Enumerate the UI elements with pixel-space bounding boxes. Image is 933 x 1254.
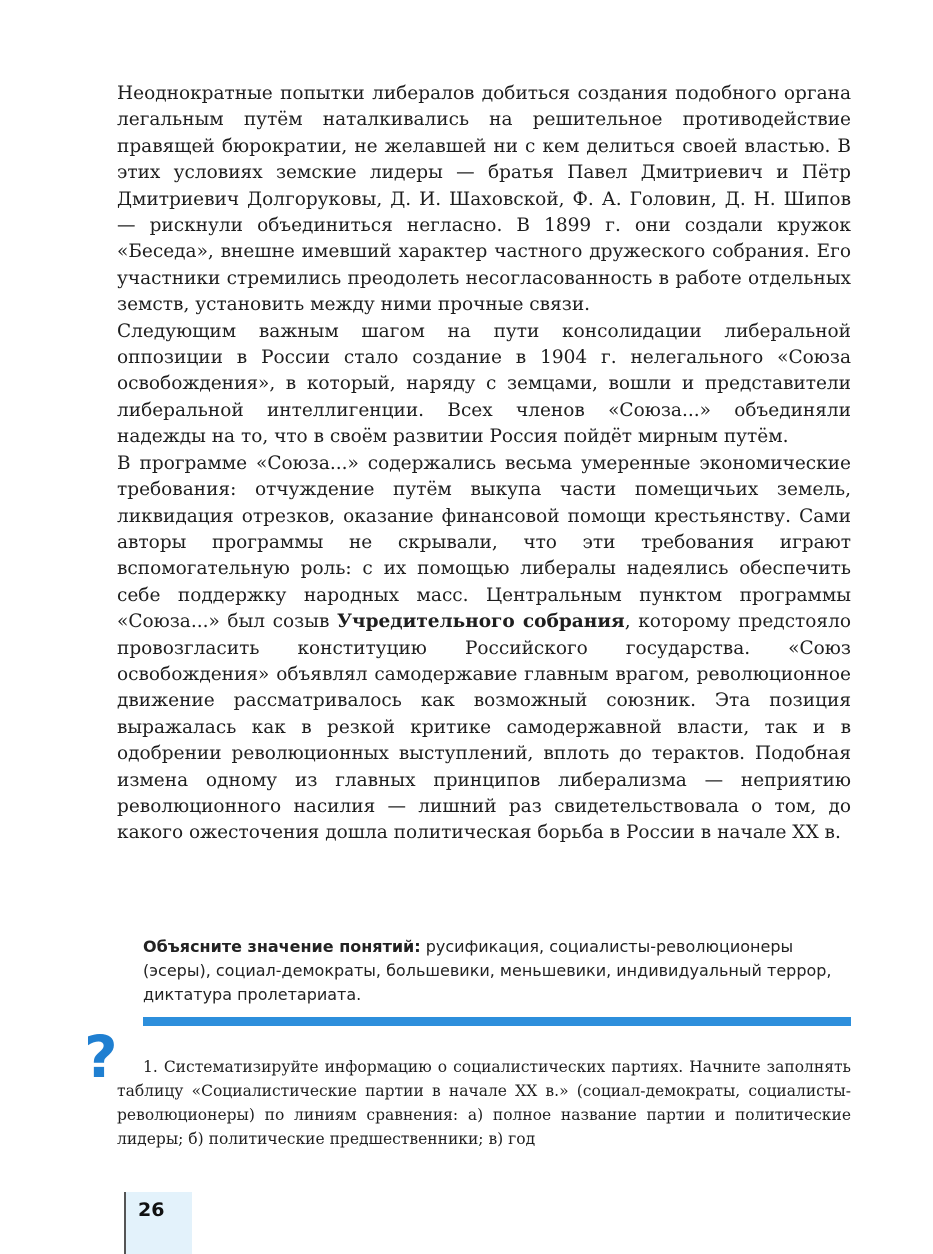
questions-block <box>117 1055 851 1151</box>
question-1: 1. Систематизируйте информацию о социалистических партиях. Начните заполнять таблицу «Социалистические партии в начале XX в.» (социал-демократы, социалисты-революционеры) по линиям сравнения: а) полное название партии и политические лидеры; б) политические предшественники; в) год <box>117 1058 851 1148</box>
key-term-constituent-assembly: Учредительного собрания <box>337 611 625 633</box>
paragraph-2: Следующим важным шагом на пути консолидации либеральной оппозиции в России стало создание в 1904 г. нелегального «Союза освобождения», в который, наряду с земцами, вошли и представители либеральной интеллигенции. Всех членов «Союза...» объединяли надежды на то, что в своём развитии Россия пойдёт мирным путём. <box>117 320 851 448</box>
terms-box <box>143 935 851 1007</box>
main-text <box>117 81 851 847</box>
section-divider <box>143 1017 851 1026</box>
terms-list: русификация, социалисты-революционеры (эсеры), социал-демократы, большевики, меньшевики, индивидуальный террор, диктатура пролетариата. <box>143 937 832 1004</box>
paragraph-3-part-1: В программе «Союза...» содержались весьма умеренные экономические требования: отчуждение путём выкупа части помещичьих земель, ликвидация отрезков, оказание финансовой помощи крестьянству. Сами авторы программы не скрывали, что эти требования играют вспомогательную роль: с их помощью либералы надеялись обеспечить себе поддержку народных масс. Центральным пунктом программы «Союза...» был созыв <box>117 452 851 633</box>
terms-lead: Объясните значение понятий: <box>143 937 421 956</box>
paragraph-3-part-2: , которому предстояло провозгласить конституцию Российского государства. «Союз освобождения» объявлял самодержавие главным врагом, революционное движение рассматривалось как возможный союзник. Эта позиция выражалась как в резкой критике самодержавной власти, так и в одобрении революционных выступлений, вплоть до терактов. Подобная измена одному из главных принципов либерализма — неприятию революционного насилия — лишний раз свидетельствовала о том, до какого ожесточения дошла политическая борьба в России в начале XX в. <box>117 611 851 844</box>
question-mark-icon: ? <box>84 1023 118 1091</box>
page-number: 26 <box>138 1199 165 1221</box>
paragraph-1: Неоднократные попытки либералов добиться создания подобного органа легальным путём наталкивались на решительное противодействие правящей бюрократии, не желавшей ни с кем делиться своей властью. В этих условиях земские лидеры — братья Павел Дмитриевич и Пётр Дмитриевич Долгоруковы, Д. И. Шаховской, Ф. А. Головин, Д. Н. Шипов — рискнули объединиться негласно. В 1899 г. они создали кружок «Беседа», внешне имевший характер частного дружеского собрания. Его участники стремились преодолеть несогласованность в работе отдельных земств, установить между ними прочные связи. <box>117 83 851 316</box>
paragraph-3 <box>117 451 851 847</box>
